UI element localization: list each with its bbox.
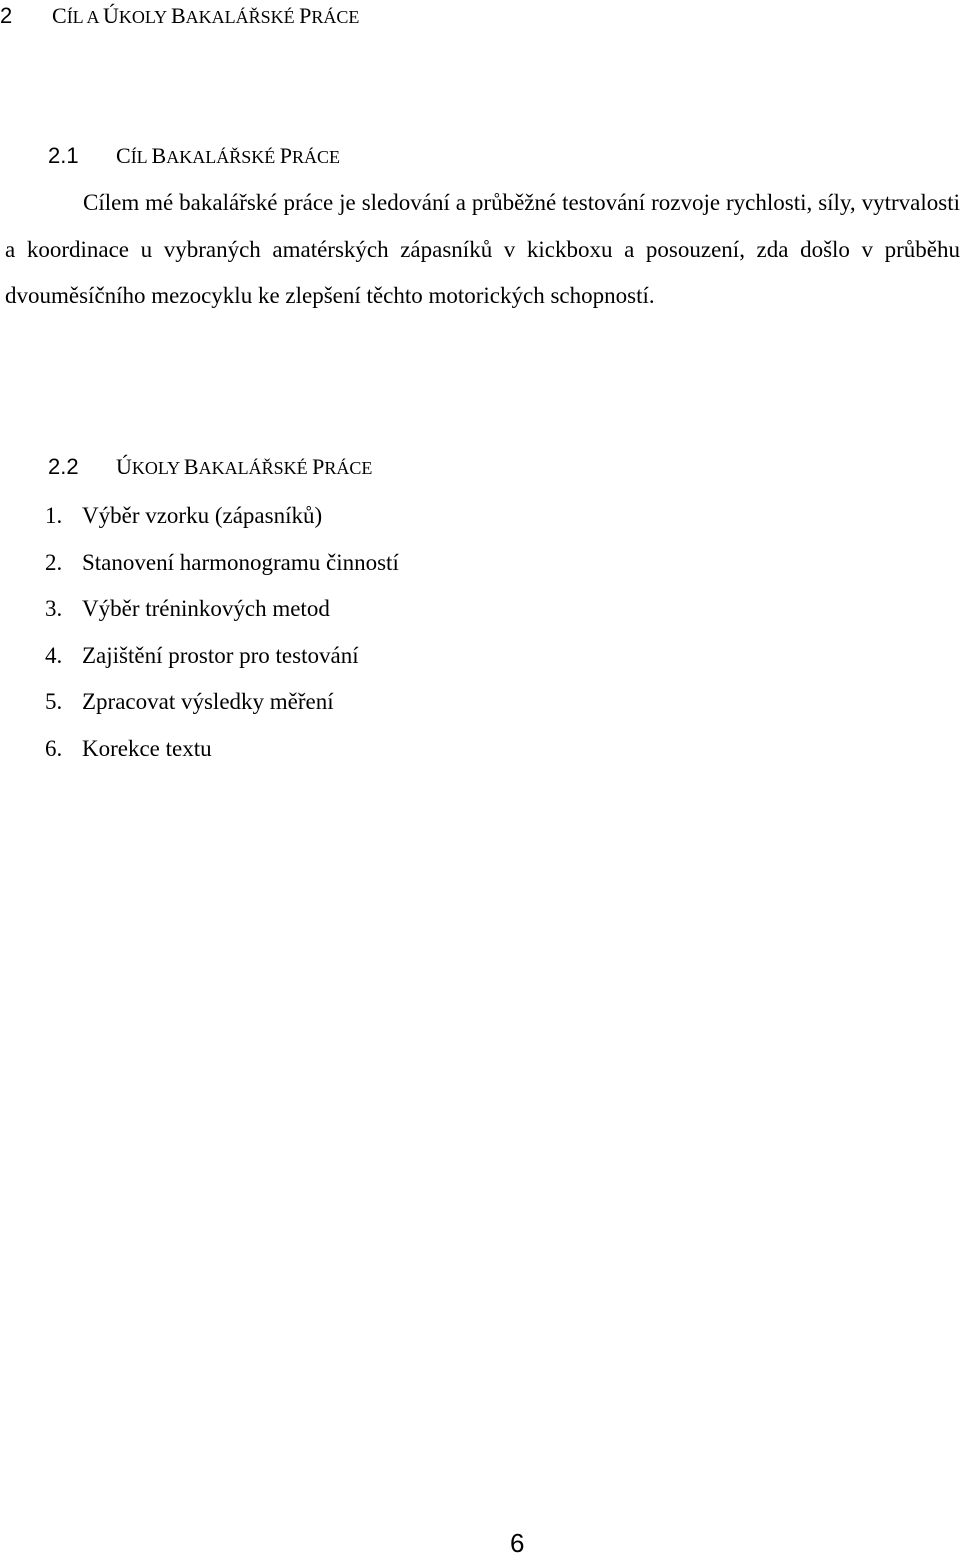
section-number: 2.1 [48, 143, 79, 168]
section-heading-tasks [48, 453, 372, 482]
list-item [45, 726, 399, 773]
chapter-number: 2 [0, 3, 13, 28]
chapter-heading [0, 2, 359, 31]
list-item [45, 586, 399, 633]
list-item [45, 493, 399, 540]
list-item-text: Stanovení harmonogramu činností [82, 549, 399, 575]
list-item-text: Výběr vzorku (zápasníků) [82, 503, 323, 528]
list-item-number: 6. [45, 735, 63, 761]
list-item-number: 1. [45, 503, 63, 528]
list-item [45, 540, 399, 587]
list-item-number: 3. [45, 596, 63, 622]
list-item-text: Zajištění prostor pro testování [82, 642, 359, 668]
list-item-number: 4. [45, 642, 63, 668]
list-item-text: Zpracovat výsledky měření [82, 689, 334, 715]
section-title: ÚKOLY BAKALÁŘSKÉ PRÁCE [116, 454, 373, 479]
list-item-text: Korekce textu [82, 735, 212, 761]
list-item-text: Výběr tréninkových metod [82, 596, 330, 622]
section-heading-goal [48, 142, 340, 171]
goal-paragraph: Cílem mé bakalářské práce je sledování a průběžné testování rozvoje rychlosti, síly, vytrvalosti a koordinace u vybraných amatérských zápasníků v kickboxu a posouzení, zda došlo v průběhu dvouměsíčního mezocyklu ke zlepšení těchto motorických schopností. [5, 190, 960, 308]
section-title: CÍL BAKALÁŘSKÉ PRÁCE [116, 143, 340, 168]
section-number: 2.2 [48, 454, 79, 479]
page-number: 6 [510, 1528, 525, 1558]
list-item-number: 5. [45, 689, 63, 715]
list-item [45, 633, 399, 680]
chapter-title: CÍL A ÚKOLY BAKALÁŘSKÉ PRÁCE [52, 3, 360, 28]
task-list [45, 493, 399, 773]
list-item-number: 2. [45, 549, 63, 575]
list-item [45, 679, 399, 726]
